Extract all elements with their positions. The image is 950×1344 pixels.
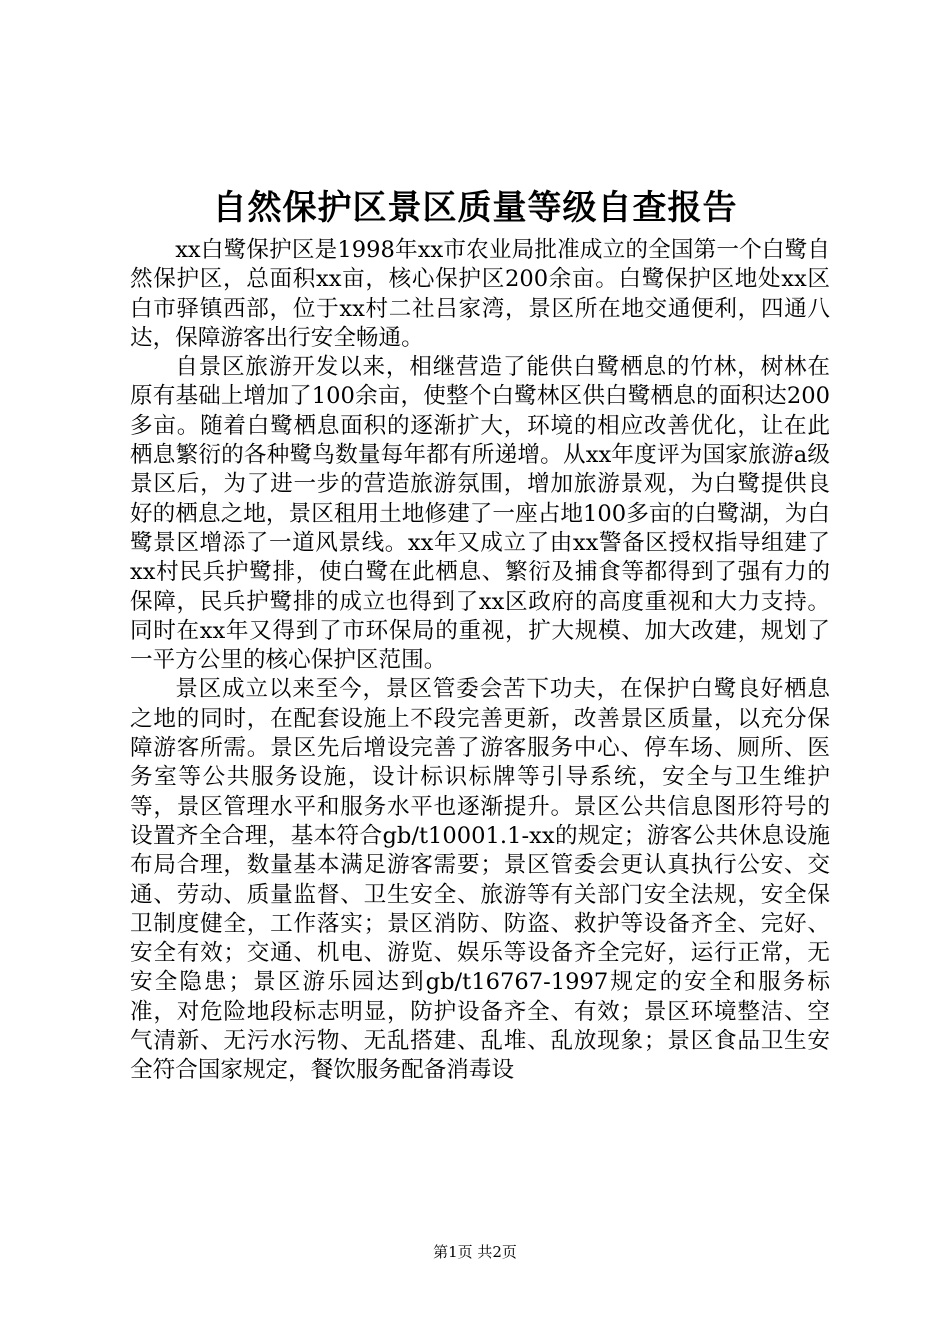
document-title: 自然保护区景区质量等级自查报告 <box>212 188 738 228</box>
document-body <box>130 236 830 1086</box>
paragraph-1: xx白鹭保护区是1998年xx市农业局批准成立的全国第一个白鹭自然保护区，总面积xx亩，核心保护区200余亩。白鹭保护区地处xx区白市驿镇西部，位于xx村二社吕家湾，景区所在地交通便利，四通八达，保障游客出行安全畅通。 <box>130 237 830 351</box>
paragraph-2: 自景区旅游开发以来，相继营造了能供白鹭栖息的竹林，树林在原有基础上增加了100余亩，使整个白鹭林区供白鹭栖息的面积达200多亩。随着白鹭栖息面积的逐渐扩大，环境的相应改善优化，让在此栖息繁衍的各种鹭鸟数量每年都有所递增。从xx年度评为国家旅游a级景区后，为了进一步的营造旅游氛围，增加旅游景观，为白鹭提供良好的栖息之地，景区租用土地修建了一座占地100多亩的白鹭湖，为白鹭景区增添了一道风景线。xx年又成立了由xx警备区授权指导组建了xx村民兵护鹭排，使白鹭在此栖息、繁衍及捕食等都得到了强有力的保障，民兵护鹭排的成立也得到了xx区政府的高度重视和大力支持。同时在xx年又得到了市环保局的重视，扩大规模、加大改建，规划了一平方公里的核心保护区范围。 <box>130 354 830 674</box>
paragraph-3: 景区成立以来至今，景区管委会苦下功夫，在保护白鹭良好栖息之地的同时，在配套设施上不段完善更新，改善景区质量，以充分保障游客所需。景区先后增设完善了游客服务中心、停车场、厕所、医务室等公共服务设施，设计标识标牌等引导系统，安全与卫生维护等，景区管理水平和服务水平也逐渐提升。景区公共信息图形符号的设置齐全合理，基本符合gb/t10001.1-xx的规定；游客公共休息设施布局合理，数量基本满足游客需要；景区管委会更认真执行公安、交通、劳动、质量监督、卫生安全、旅游等有关部门安全法规，安全保卫制度健全，工作落实；景区消防、防盗、救护等设备齐全、完好、安全有效；交通、机电、游览、娱乐等设备齐全完好，运行正常，无安全隐患；景区游乐园达到gb/t16767-1997规定的安全和服务标准，对危险地段标志明显，防护设备齐全、有效；景区环境整洁、空气清新、无污水污物、无乱搭建、乱堆、乱放现象；景区食品卫生安全符合国家规定，餐饮服务配备消毒设 <box>130 676 830 1084</box>
page-footer: 第1页 共2页 <box>433 1243 517 1261</box>
